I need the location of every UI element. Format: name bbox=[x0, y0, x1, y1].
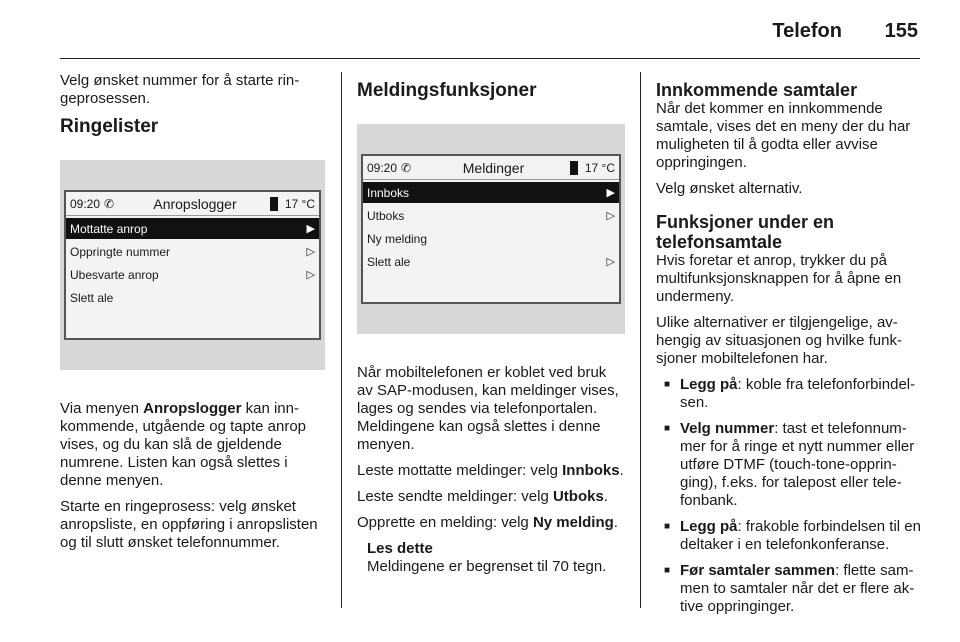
chevron-right-icon: ▷ bbox=[306, 245, 315, 258]
bullet-square-icon: ■ bbox=[664, 565, 671, 576]
bullet-square-icon: ■ bbox=[664, 521, 671, 532]
bullet-square-icon: ■ bbox=[664, 423, 671, 434]
heading-ringelister: Ringelister bbox=[60, 116, 159, 137]
paragraph-utboks: Leste sendte meldinger: velg Utboks. bbox=[357, 488, 608, 505]
phone-icon: ✆ bbox=[104, 196, 115, 211]
chevron-right-icon: ▶ bbox=[306, 222, 315, 235]
temperature: 17 °C bbox=[284, 196, 315, 211]
page-number: 155 bbox=[884, 20, 918, 42]
chevron-right-icon: ▷ bbox=[306, 268, 315, 281]
chevron-right-icon: ▶ bbox=[606, 186, 615, 199]
paragraph-ringeprosess: Starte en ringeprosess: velg ønsket anropsliste, en oppføring i anropslisten og til slutt ønsket telefonnummer. bbox=[60, 498, 318, 551]
paragraph-ny-melding: Opprette en melding: velg Ny melding. bbox=[357, 514, 618, 531]
menu-item-innboks[interactable]: Innboks ▶ bbox=[363, 182, 619, 203]
menu-item-ny-melding[interactable]: Ny melding bbox=[367, 231, 428, 246]
heading-innkommende-samtaler: Innkommende samtaler bbox=[656, 80, 858, 100]
chevron-right-icon: ▷ bbox=[606, 255, 615, 268]
list-item: ■ Legg på: frakoble forbindelsen til en deltaker i en telefonkonferanse. bbox=[664, 518, 921, 553]
list-item: ■ Før samtaler sammen: flette sammen to samtaler når det er flere aktive oppringinger. bbox=[664, 562, 915, 615]
screenshot-messages bbox=[357, 124, 625, 334]
paragraph-velg: Velg ønsket alternativ. bbox=[656, 180, 803, 197]
column-divider-2 bbox=[640, 72, 641, 608]
paragraph-sap: Når mobiltelefonen er koblet ved bruk av SAP-modusen, kan meldinger vises, lages og sendes via telefonportalen. Meldingene kan også slettes i denne menyen. bbox=[357, 364, 619, 453]
clock: 09:20 bbox=[70, 196, 101, 211]
list-item: ■ Velg nummer: tast et telefonnummer for å ringe et nytt nummer eller utføre DTMF (touch-tone-oppringing), f.eks. for talepost eller telefonbank. bbox=[664, 420, 915, 509]
phone-icon: ✆ bbox=[401, 160, 412, 175]
heading-meldingsfunksjoner: Meldingsfunksjoner bbox=[357, 80, 537, 101]
screen-status-bar bbox=[363, 156, 619, 180]
temperature: 17 °C bbox=[584, 160, 615, 175]
screen-title: Meldinger bbox=[462, 159, 525, 176]
menu-item-ubesvarte-anrop[interactable]: Ubesvarte anrop ▷ bbox=[70, 267, 315, 282]
screen-title: Anropslogger bbox=[153, 195, 237, 212]
display-screen bbox=[361, 154, 621, 304]
paragraph-innkommende: Når det kommer en innkommende samtale, vises det en meny der du har muligheten til å godta eller avvise oppringingen. bbox=[656, 100, 911, 171]
paragraph-anropslogger: Via menyen Anropslogger kan innkommende, utgående og tapte anrop vises, og du kan slå de gjeldende numrene. Listen kan også slettes i denne menyen. bbox=[60, 400, 307, 489]
clock: 09:20 bbox=[367, 160, 398, 175]
page-header bbox=[0, 0, 960, 60]
heading-funksjoner: Funksjoner under en telefonsamtale bbox=[656, 212, 835, 252]
display-screen bbox=[64, 190, 321, 340]
battery-icon bbox=[570, 161, 578, 175]
chapter-title: Telefon bbox=[772, 20, 842, 42]
battery-icon bbox=[270, 197, 278, 211]
menu-item-mottatte-anrop[interactable]: Mottatte anrop ▶ bbox=[66, 218, 319, 239]
header-divider bbox=[60, 58, 920, 59]
note-title: Les dette bbox=[367, 540, 433, 557]
paragraph-anrop: Hvis foretar et anrop, trykker du på multifunksjonsknappen for å åpne en undermeny. bbox=[656, 252, 902, 305]
menu-item-slett-ale[interactable]: Slett ale bbox=[70, 290, 114, 305]
paragraph-alternativer: Ulike alternativer er tilgjengelige, avhengig av situasjonen og hvilke funksjoner mobiltelefonen har. bbox=[656, 314, 902, 367]
bullet-square-icon: ■ bbox=[664, 379, 671, 390]
note-text: Meldingene er begrenset til 70 tegn. bbox=[367, 558, 607, 575]
list-item: ■ Legg på: koble fra telefonforbindelsen. bbox=[664, 376, 916, 411]
column-divider-1 bbox=[341, 72, 342, 608]
menu-item-utboks[interactable]: Utboks ▷ bbox=[367, 208, 615, 223]
column-3 bbox=[656, 72, 924, 624]
note-box bbox=[357, 540, 625, 576]
chevron-right-icon: ▷ bbox=[606, 209, 615, 222]
column-2 bbox=[357, 72, 625, 576]
menu-item-slett-ale[interactable]: Slett ale ▷ bbox=[367, 254, 615, 269]
screen-status-bar bbox=[66, 192, 319, 216]
intro-text: Velg ønsket nummer for å starte ringeprosessen. bbox=[60, 72, 300, 107]
paragraph-innboks: Leste mottatte meldinger: velg Innboks. bbox=[357, 462, 624, 479]
menu-item-oppringte-nummer[interactable]: Oppringte nummer ▷ bbox=[70, 244, 315, 259]
screenshot-call-logs bbox=[60, 160, 325, 370]
column-1 bbox=[60, 72, 325, 560]
